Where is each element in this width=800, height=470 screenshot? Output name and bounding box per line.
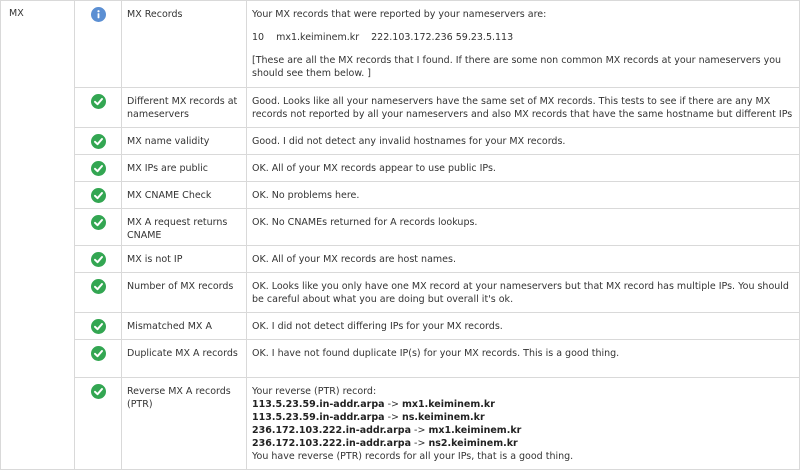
report-row-reverse-ptr: [1, 378, 800, 470]
status-cell: [75, 209, 122, 246]
report-row: [1, 246, 800, 273]
ptr-outro: You have reverse (PTR) records for all your IPs, that is a good thing.: [252, 451, 574, 462]
test-result: [247, 378, 800, 470]
check-icon: [91, 134, 106, 149]
test-name: MX is not IP: [122, 246, 247, 273]
check-icon: [91, 161, 106, 176]
check-icon: [91, 252, 106, 267]
status-cell: [75, 246, 122, 273]
report-row-mx-records: [1, 1, 800, 88]
test-name: Mismatched MX A: [122, 313, 247, 340]
status-cell: [75, 155, 122, 182]
test-name: Different MX records at nameservers: [122, 88, 247, 128]
test-name: MX IPs are public: [122, 155, 247, 182]
status-cell: [75, 128, 122, 155]
report-row: [1, 273, 800, 313]
test-result: [247, 1, 800, 88]
test-name: Duplicate MX A records: [122, 340, 247, 378]
check-icon: [91, 215, 106, 230]
report-row: [1, 128, 800, 155]
status-cell: [75, 313, 122, 340]
test-result: OK. All of your MX records are host names.: [247, 246, 800, 273]
status-cell: [75, 378, 122, 470]
report-row: [1, 340, 800, 378]
check-icon: [91, 188, 106, 203]
test-result: OK. I did not detect differing IPs for your MX records.: [247, 313, 800, 340]
check-icon: [91, 94, 106, 109]
report-row: [1, 88, 800, 128]
mx-intro: Your MX records that were reported by your nameservers are:: [252, 9, 547, 20]
test-name: MX Records: [122, 1, 247, 88]
mx-ips: 222.103.172.236 59.23.5.113: [371, 32, 514, 43]
test-name: MX CNAME Check: [122, 182, 247, 209]
mx-preference: 10: [252, 32, 265, 43]
check-icon: [91, 319, 106, 334]
mx-entry: [252, 31, 793, 44]
ptr-record: 113.5.23.59.in-addr.arpa -> ns.keiminem.kr: [252, 412, 485, 423]
ptr-record: 113.5.23.59.in-addr.arpa -> mx1.keiminem.kr: [252, 399, 495, 410]
info-icon: [91, 7, 106, 22]
test-name: MX A request returns CNAME: [122, 209, 247, 246]
ptr-intro: Your reverse (PTR) record:: [252, 386, 377, 397]
report-row: [1, 209, 800, 246]
report-row: [1, 182, 800, 209]
category-label: MX: [9, 8, 24, 19]
report-row: [1, 313, 800, 340]
test-result: Good. I did not detect any invalid hostnames for your MX records.: [247, 128, 800, 155]
status-cell: [75, 340, 122, 378]
test-result: OK. No CNAMEs returned for A records lookups.: [247, 209, 800, 246]
check-icon: [91, 346, 106, 361]
test-result: Good. Looks like all your nameservers have the same set of MX records. This tests to see if there are any MX records not reported by all your nameservers and also MX records that have the same hostname but different IPs: [247, 88, 800, 128]
check-icon: [91, 279, 106, 294]
test-result: OK. I have not found duplicate IP(s) for your MX records. This is a good thing.: [247, 340, 800, 378]
test-result: OK. Looks like you only have one MX record at your nameservers but that MX record has multiple IPs. You should be careful about what you are doing but overall it's ok.: [247, 273, 800, 313]
test-name: MX name validity: [122, 128, 247, 155]
status-cell: [75, 1, 122, 88]
mx-note: [These are all the MX records that I found. If there are some non common MX records at your nameservers you should see them below. ]: [252, 55, 782, 79]
test-result: OK. All of your MX records appear to use public IPs.: [247, 155, 800, 182]
category-cell: [1, 1, 75, 470]
ptr-record: 236.172.103.222.in-addr.arpa -> ns2.keiminem.kr: [252, 438, 518, 449]
status-cell: [75, 182, 122, 209]
mx-host: mx1.keiminem.kr: [276, 32, 360, 43]
test-name: Number of MX records: [122, 273, 247, 313]
ptr-record: 236.172.103.222.in-addr.arpa -> mx1.keiminem.kr: [252, 425, 522, 436]
status-cell: [75, 273, 122, 313]
report-row: [1, 155, 800, 182]
check-icon: [91, 384, 106, 399]
status-cell: [75, 88, 122, 128]
test-name: Reverse MX A records (PTR): [122, 378, 247, 470]
test-result: OK. No problems here.: [247, 182, 800, 209]
